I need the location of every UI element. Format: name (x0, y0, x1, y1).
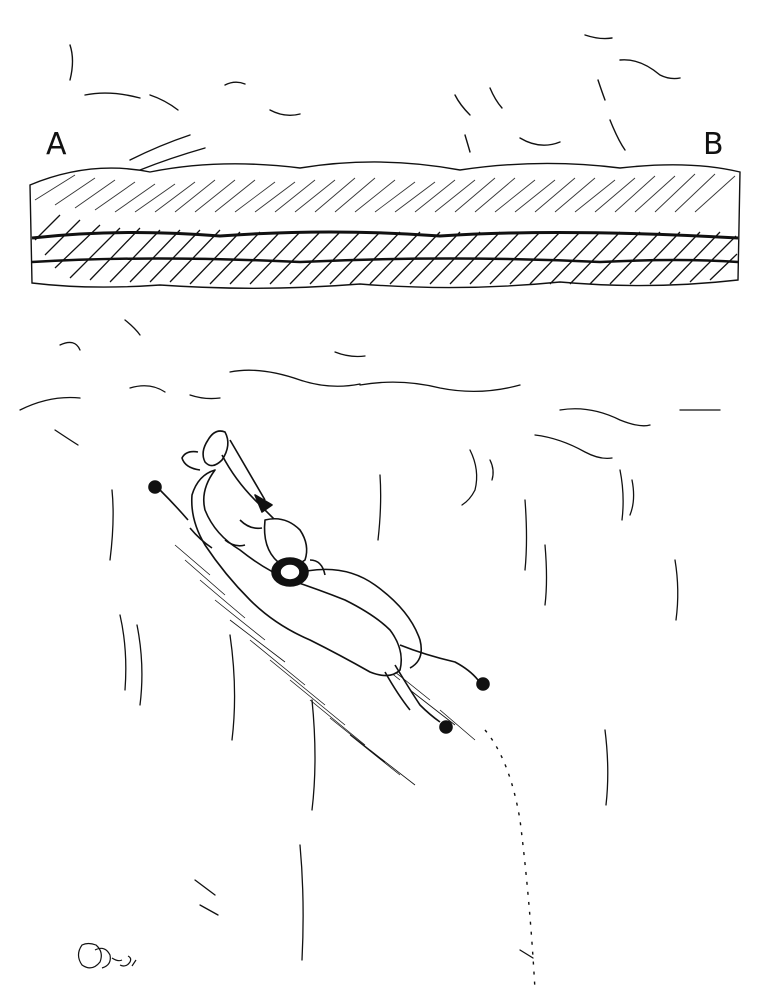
horse-tracks (485, 730, 535, 990)
hedge (30, 162, 740, 288)
artist-signature (79, 944, 137, 969)
label-a: A (46, 127, 67, 162)
horse-and-rider (149, 431, 489, 733)
horse-shadow (175, 545, 475, 785)
sky-strokes (70, 35, 680, 170)
label-b: B (703, 127, 724, 162)
